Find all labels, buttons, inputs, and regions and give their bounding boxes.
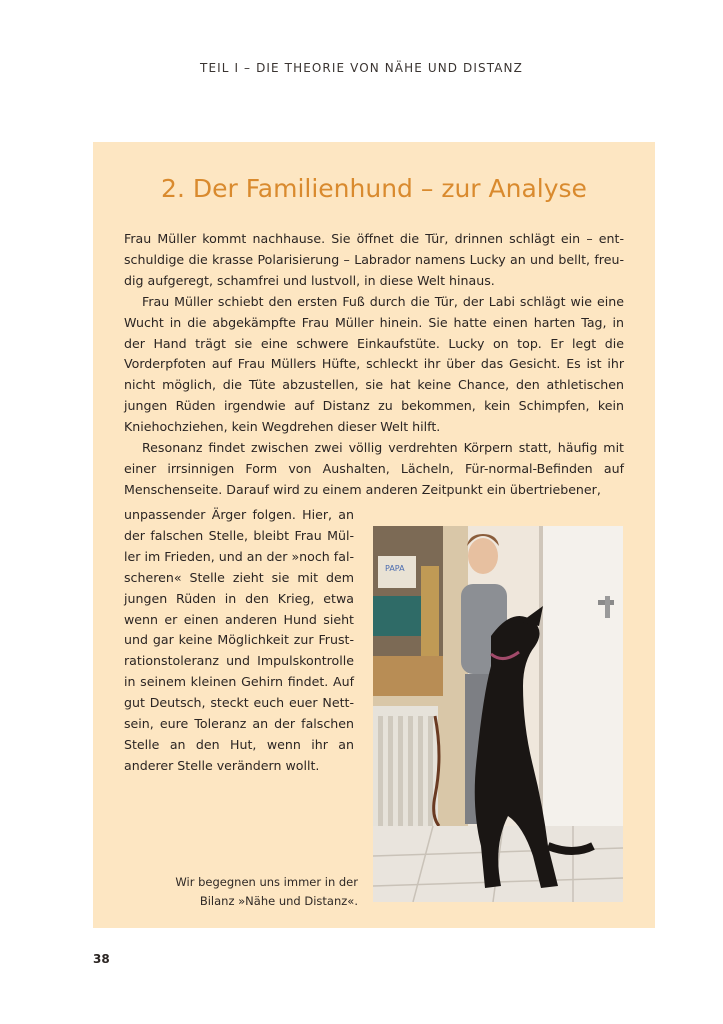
wrapped-paragraph: unpassender Ärger folgen. Hier, an der falschen Stelle, bleibt Frau Müller im Frieden, und an der »noch falscheren« Stelle zieht sie mit dem jungen Rüden in den Krieg, etwa wenn er einen anderen Hund sieht und gar keine Möglichkeit zur Frustrationstoleranz und Impulskontrolle in seinem kleinen Gehirn findet. Auf gut Deutsch, steckt euch euer Nettsein, eure Toleranz an der falschen Stelle an den Hut, wenn ihr an anderer Stelle verändern wollt. — [124, 507, 354, 773]
running-head: TEIL I – DIE THEORIE VON NÄHE UND DISTANZ — [200, 61, 523, 75]
paragraph: Frau Müller kommt nachhause. Sie öffnet die Tür, drinnen schlägt ein – entschuldige die krasse Polarisierung – Labrador namens Lucky an und bellt, freudig aufgeregt, schamfrei und lustvoll, in diese Welt hinaus. — [124, 231, 624, 288]
paragraph: Frau Müller schiebt den ersten Fuß durch die Tür, der Labi schlägt wie eine Wucht in die abgekämpfte Frau Müller hinein. Sie hatte einen harten Tag, in der Hand trägt sie eine schwere Einkaufstüte. Lucky on top. Er legt die Vorderpfoten auf Frau Müllers Hüfte, schleckt ihr über das Gesicht. Es ist ihr nicht möglich, die Tüte abzustellen, sie hat keine Chance, den athletischen jungen Rüden irgendwie auf Distanz zu bekommen, kein Schimpfen, kein Kniehochziehen, kein Wegdrehen dieser Welt hilft. — [124, 293, 624, 435]
photo-sign-text: PAPA — [385, 564, 405, 573]
photo-woman-with-labrador — [373, 526, 623, 902]
paragraph: Resonanz findet zwischen zwei völlig verdrehten Körpern statt, häufig mit einer irrsinnigen Form von Aushalten, Lächeln, Für-normal-Befinden auf Menschenseite. Darauf wird zu einem anderen Zeitpunkt ein übertriebener, — [124, 440, 624, 497]
page-number: 38 — [93, 952, 110, 966]
analysis-box — [93, 142, 655, 928]
section-title: 2. Der Familienhund – zur Analyse — [161, 174, 587, 203]
body-text — [124, 229, 624, 501]
photo-caption: Wir begegnen uns immer in der Bilanz »Nähe und Distanz«. — [175, 875, 358, 908]
photo-illustration — [373, 526, 623, 902]
